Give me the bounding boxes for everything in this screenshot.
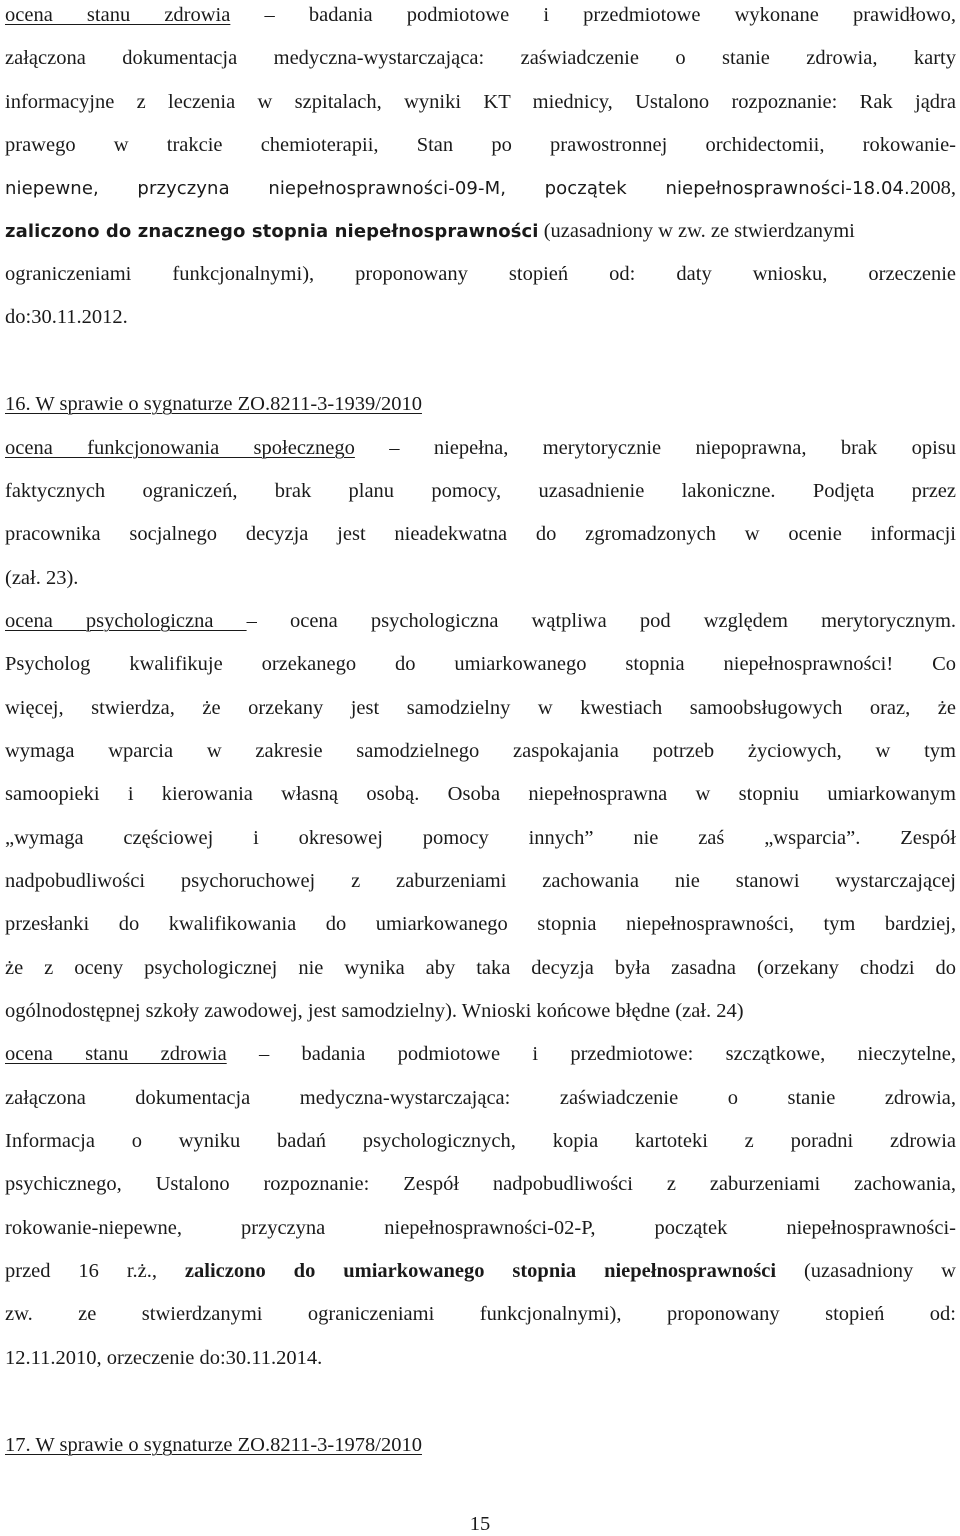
section-label: ocena psychologiczna: [5, 610, 247, 632]
text-line: samoopieki i kierowania własną osobą. Osoba niepełnosprawna w stopniu umiarkowanym: [5, 783, 956, 805]
text-line: 12.11.2010, orzeczenie do:30.11.2014.: [5, 1347, 323, 1369]
bold-conclusion: zaliczono do umiarkowanego stopnia niepełnosprawności: [184, 1260, 777, 1282]
page-number: 15: [469, 1513, 491, 1535]
text-line: zw. ze stwierdzanymi ograniczeniami funkcjonalnymi), proponowany stopień od:: [5, 1303, 956, 1325]
text-line: nadpobudliwości psychoruchowej z zaburzeniami zachowania nie stanowi wystarczającej: [5, 870, 956, 892]
case-heading: 16. W sprawie o sygnaturze ZO.8211-3-1939/2010: [5, 393, 422, 415]
text-line: przed 16 r.ż., zaliczono do umiarkowanego stopnia niepełnosprawności (uzasadniony w: [5, 1260, 956, 1282]
text-line: Informacja o wyniku badań psychologicznych, kopia kartoteki z poradni zdrowia: [5, 1130, 956, 1152]
text-line: załączona dokumentacja medyczna-wystarczająca: zaświadczenie o stanie zdrowia,: [5, 1087, 956, 1109]
text-line: ocena funkcjonowania społecznego – niepełna, merytorycznie niepoprawna, brak opisu: [5, 437, 957, 459]
text-line: „wymaga częściowej i okresowej pomocy innych” nie zaś „wsparcia”. Zespół: [5, 827, 956, 849]
text-line: prawego w trakcie chemioterapii, Stan po prawostronnej orchidectomii, rokowanie-: [5, 134, 956, 156]
text-line: wymaga wparcia w zakresie samodzielnego zaspokajania potrzeb życiowych, w tym: [5, 740, 956, 762]
text-line: ograniczeniami funkcjonalnymi), proponowany stopień od: daty wniosku, orzeczenie: [5, 263, 956, 285]
text-line: informacyjne z leczenia w szpitalach, wyniki KT miednicy, Ustalono rozpoznanie: Rak jądra: [5, 91, 956, 113]
text-line: ocena stanu zdrowia – badania podmiotowe i przedmiotowe: szczątkowe, nieczytelne,: [5, 1043, 956, 1065]
section-label: ocena stanu zdrowia: [5, 4, 231, 26]
text-line: rokowanie-niepewne, przyczyna niepełnosprawności-02-P, początek niepełnosprawności-: [5, 1217, 956, 1239]
bold-conclusion: zaliczono do znacznego stopnia niepełnosprawności: [5, 221, 539, 242]
text-line: pracownika socjalnego decyzja jest nieadekwatna do zgromadzonych w ocenie informacji: [5, 523, 956, 545]
section-label: ocena funkcjonowania społecznego: [5, 437, 355, 459]
text-line: psychicznego, Ustalono rozpoznanie: Zespół nadpobudliwości z zaburzeniami zachowania,: [5, 1173, 956, 1195]
case-heading: 17. W sprawie o sygnaturze ZO.8211-3-1978/2010: [5, 1434, 422, 1456]
text-line: Psycholog kwalifikuje orzekanego do umiarkowanego stopnia niepełnosprawności! Co: [5, 653, 956, 675]
text-line: załączona dokumentacja medyczna-wystarczająca: zaświadczenie o stanie zdrowia, karty: [5, 47, 956, 69]
text-line: (zał. 23).: [5, 567, 79, 589]
text-line: ogólnodostępnej szkoły zawodowej, jest samodzielny). Wnioski końcowe błędne (zał. 24): [5, 1000, 744, 1022]
text-line: faktycznych ograniczeń, brak planu pomocy, uzasadnienie lakoniczne. Podjęta przez: [5, 480, 956, 502]
text-line: zaliczono do znacznego stopnia niepełnosprawności (uzasadniony w zw. ze stwierdzanymi: [5, 220, 855, 242]
text-line: do:30.11.2012.: [5, 306, 128, 328]
section-label: ocena stanu zdrowia: [5, 1043, 227, 1065]
text-line: ocena stanu zdrowia – badania podmiotowe i przedmiotowe wykonane prawidłowo,: [5, 4, 957, 26]
text-line: przesłanki do kwalifikowania do umiarkowanego stopnia niepełnosprawności, tym bardziej,: [5, 913, 956, 935]
text-line: więcej, stwierdza, że orzekany jest samodzielny w kwestiach samoobsługowych oraz, że: [5, 697, 956, 719]
text-line: że z oceny psychologicznej nie wynika aby taka decyzja była zasadna (orzekany chodzi do: [5, 957, 956, 979]
text-line: ocena psychologiczna – ocena psychologiczna wątpliwa pod względem merytorycznym.: [5, 610, 957, 632]
text-line: niepewne, przyczyna niepełnosprawności-09-M, początek niepełnosprawności-18.04.2008,: [5, 177, 956, 199]
